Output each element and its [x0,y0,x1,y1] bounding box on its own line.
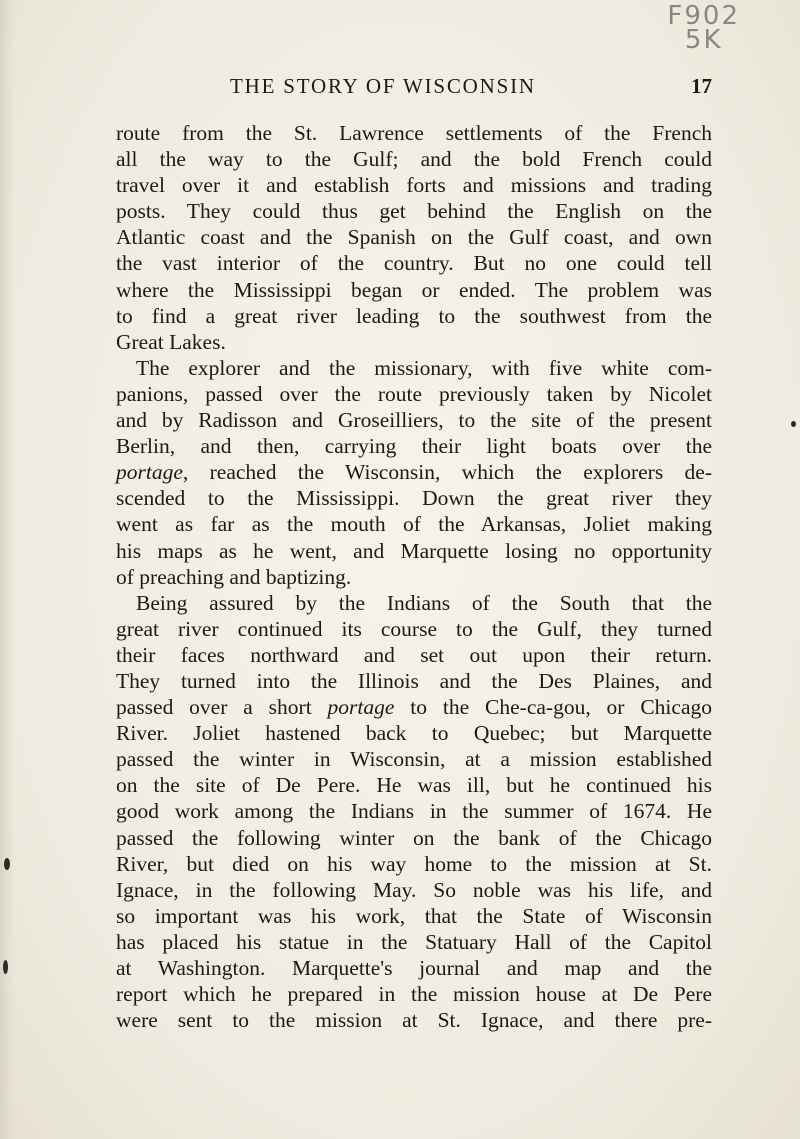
text-line [116,694,712,720]
text-line: at Washington. Marquette's journal and map and the [116,956,712,980]
edge-ink-mark [791,421,796,427]
text-line: Being assured by the Indians of the South that the [136,590,712,615]
running-head [116,74,712,102]
text-line: report which he prepared in the mission house at De Pere [116,982,712,1007]
text-line: Ignace, in the following May. So noble was his life, and [116,877,712,902]
text-line: were sent to the mission at St. Ignace, and there pre- [116,1008,712,1033]
text-line: and by Radisson and Groseilliers, to the site of the present [116,408,712,433]
text-line: passed the winter in Wisconsin, at a mission established [116,747,712,772]
text-line: the vast interior of the country. But no one could tell [116,251,712,276]
text-line: They turned into the Illinois and the Des Plaines, and [116,668,712,693]
text-line: Great Lakes. [116,329,226,354]
text-line: Berlin, and then, carrying their light boats over the [116,434,712,459]
text-line: on the site of De Pere. He was ill, but he continued his [116,773,712,798]
text-line: posts. They could thus get behind the English on the [116,199,712,224]
text-line: so important was his work, that the State of Wisconsin [116,903,712,928]
text-segment: to the Che-ca-gou, or Chicago [394,695,712,720]
text-line: to find a great river leading to the southwest from the [116,303,712,328]
text-line: route from the St. Lawrence settlements of the French [116,121,712,145]
running-head-title: THE STORY OF WISCONSIN [230,74,536,98]
text-line: great river continued its course to the Gulf, they turned [116,616,712,641]
text-line: of preaching and baptizing. [116,564,352,589]
text-line: River, but died on his way home to the mission at St. [116,851,712,876]
text-line: passed the following winter on the bank of the Chicago [116,825,712,850]
edge-ink-mark [3,960,8,974]
text-line: River. Joliet hastened back to Quebec; but Marquette [116,721,712,746]
handwritten-note-line: F902 [667,1,740,31]
text-line [116,459,712,485]
page-number: 17 [691,74,712,98]
text-line: all the way to the Gulf; and the bold French could [116,147,712,172]
text-line: went as far as the mouth of the Arkansas, Joliet making [116,512,712,537]
text-line: has placed his statue in the Statuary Hall of the Capitol [116,929,712,954]
handwritten-catalog-note [667,1,740,55]
text-segment: , reached the Wisconsin, which the explorers de- [182,460,712,485]
italic-term: portage [116,460,183,485]
text-line: panions, passed over the route previously taken by Nicolet [116,381,712,406]
italic-term: portage [327,695,395,720]
edge-ink-mark [4,858,10,870]
text-line: The explorer and the missionary, with five white com- [136,355,712,380]
text-line: scended to the Mississippi. Down the great river they [116,486,712,511]
body-text [116,120,712,1033]
text-line: their faces northward and set out upon their return. [116,642,712,667]
handwritten-note-line: 5K [684,25,723,55]
text-line: Atlantic coast and the Spanish on the Gulf coast, and own [116,225,712,250]
text-line: good work among the Indians in the summer of 1674. He [116,799,712,824]
text-line: travel over it and establish forts and missions and trading [116,173,712,198]
text-line: where the Mississippi began or ended. The problem was [116,277,712,302]
text-line: his maps as he went, and Marquette losing no opportunity [116,538,712,563]
text-segment: passed over a short [116,695,328,720]
